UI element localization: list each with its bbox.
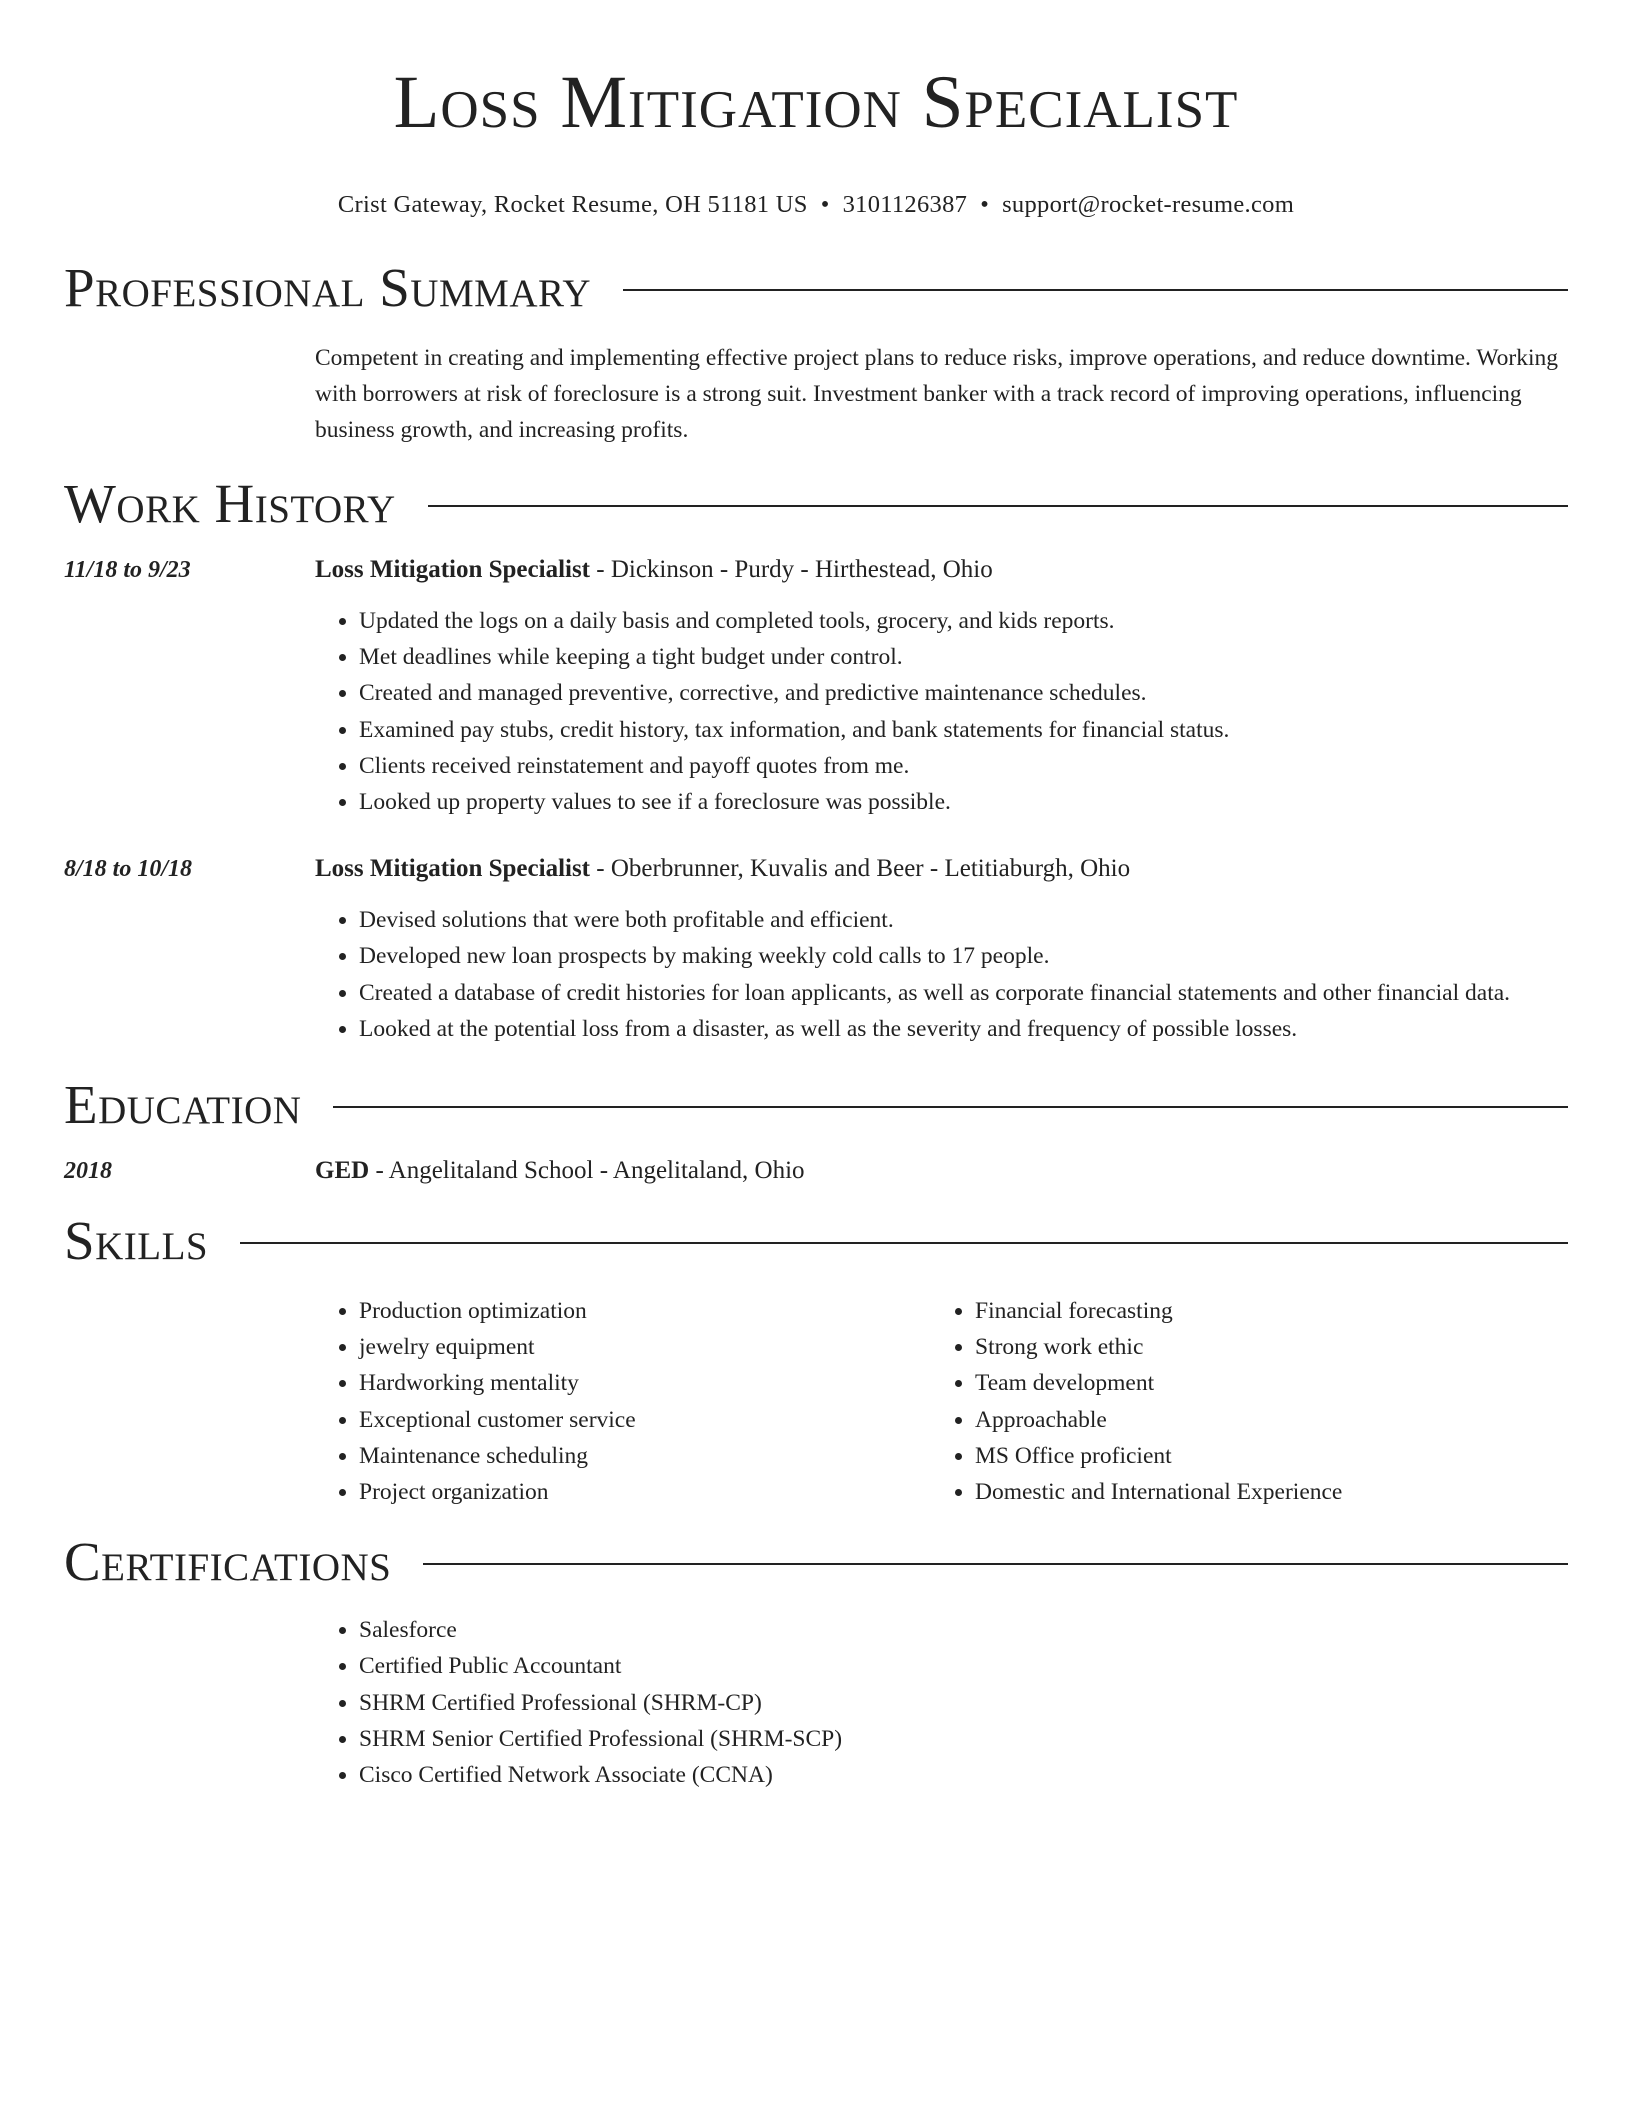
- job-content: [315, 552, 1568, 820]
- education-title: [315, 1153, 1568, 1189]
- work-section-title: Work History: [64, 473, 396, 534]
- skills-list: [931, 1293, 1547, 1510]
- skill-item: • MS Office proficient: [975, 1438, 1547, 1474]
- contact-email: support@rocket-resume.com: [1002, 191, 1295, 218]
- job-bullets: [315, 603, 1568, 820]
- job-entry: [64, 552, 1568, 820]
- job-entry: [64, 851, 1568, 1047]
- section-divider: [240, 1242, 1568, 1244]
- skills-column-right: [931, 1293, 1547, 1510]
- skill-item: • Team development: [975, 1365, 1547, 1401]
- job-bullet: • Met deadlines while keeping a tight budget under control.: [359, 639, 1568, 675]
- certification-item: • SHRM Senior Certified Professional (SHRM-SCP): [359, 1721, 842, 1757]
- skill-item: • Production optimization: [359, 1293, 931, 1329]
- contact-separator: •: [820, 191, 830, 218]
- education-content: [315, 1153, 1568, 1189]
- education-degree: GED: [315, 1157, 370, 1185]
- certifications-section-header: [64, 1530, 1568, 1594]
- job-bullet: • Clients received reinstatement and payoff quotes from me.: [359, 748, 1568, 784]
- work-section-header: [64, 472, 1568, 536]
- certifications-section-title: Certifications: [64, 1531, 392, 1593]
- job-dates: 11/18 to 9/23: [64, 557, 191, 583]
- education-section-title: Education: [64, 1074, 302, 1136]
- job-bullet: • Examined pay stubs, credit history, tax information, and bank statements for financial status.: [359, 712, 1568, 748]
- summary-section-header: [64, 256, 1568, 320]
- job-content: [315, 851, 1568, 1047]
- job-bullet: • Created a database of credit histories for loan applicants, as well as corporate financial statements and other financial data.: [359, 975, 1568, 1011]
- job-bullet: • Updated the logs on a daily basis and completed tools, grocery, and kids reports.: [359, 603, 1568, 639]
- section-divider: [623, 289, 1568, 291]
- contact-phone: 3101126387: [842, 191, 968, 218]
- skill-item: • Domestic and International Experience: [975, 1474, 1547, 1510]
- certification-item: • Certified Public Accountant: [359, 1648, 842, 1684]
- job-bullet: • Devised solutions that were both profitable and efficient.: [359, 902, 1568, 938]
- skill-item: • jewelry equipment: [359, 1329, 931, 1365]
- job-bullets: [315, 902, 1568, 1047]
- job-dates: 8/18 to 10/18: [64, 856, 193, 883]
- certification-item: • Salesforce: [359, 1612, 842, 1648]
- skill-item: • Hardworking mentality: [359, 1365, 931, 1401]
- job-bullet: • Created and managed preventive, corrective, and predictive maintenance schedules.: [359, 675, 1568, 711]
- skills-grid: [315, 1293, 1568, 1510]
- job-bullet: • Looked up property values to see if a foreclosure was possible.: [359, 784, 1568, 820]
- education-year: 2018: [64, 1158, 112, 1185]
- skill-item: • Exceptional customer service: [359, 1402, 931, 1438]
- skill-item: • Strong work ethic: [975, 1329, 1547, 1365]
- certifications-list-wrap: [315, 1612, 1568, 1793]
- skill-item: • Maintenance scheduling: [359, 1438, 931, 1474]
- job-bullet: • Developed new loan prospects by making weekly cold calls to 17 people.: [359, 938, 1568, 974]
- education-section-header: [64, 1073, 1568, 1137]
- section-divider: [333, 1106, 1568, 1108]
- job-company: - Oberbrunner, Kuvalis and Beer - Letitiaburgh, Ohio: [590, 855, 1131, 883]
- summary-text: Competent in creating and implementing effective project plans to reduce risks, improve operations, and reduce downtime. Working with borrowers at risk of foreclosure is a strong suit. Investment banker with a track record of improving operations, influencing business growth, and increasing profits.: [315, 345, 1559, 443]
- skill-item: • Project organization: [359, 1474, 931, 1510]
- contact-address: Crist Gateway, Rocket Resume, OH 51181 US: [337, 191, 808, 218]
- contact-line: [64, 190, 1568, 220]
- skills-section-header: [64, 1209, 1568, 1273]
- skill-item: • Approachable: [975, 1402, 1547, 1438]
- education-entry: [64, 1153, 1568, 1189]
- resume-page: [64, 0, 1568, 1793]
- summary-section-title: Professional Summary: [64, 257, 592, 318]
- section-divider: [423, 1563, 1568, 1565]
- skills-list: [315, 1293, 931, 1510]
- candidate-name: Loss Mitigation Specialist: [393, 61, 1239, 144]
- education-detail: - Angelitaland School - Angelitaland, Ohio: [369, 1157, 805, 1185]
- contact-separator: •: [980, 191, 990, 218]
- skills-column-left: [315, 1293, 931, 1510]
- skills-section-title: Skills: [64, 1210, 209, 1272]
- certifications-list: [315, 1612, 842, 1793]
- job-title: [315, 552, 1568, 588]
- job-bullet: • Looked at the potential loss from a disaster, as well as the severity and frequency of possible losses.: [359, 1011, 1568, 1047]
- section-divider: [428, 505, 1568, 507]
- job-role: Loss Mitigation Specialist: [315, 855, 591, 883]
- job-company: - Dickinson - Purdy - Hirthestead, Ohio: [590, 556, 993, 583]
- job-title: [315, 851, 1568, 887]
- skill-item: • Financial forecasting: [975, 1293, 1547, 1329]
- job-role: Loss Mitigation Specialist: [315, 556, 591, 583]
- certification-item: • SHRM Certified Professional (SHRM-CP): [359, 1685, 842, 1721]
- certification-item: • Cisco Certified Network Associate (CCNA): [359, 1757, 842, 1793]
